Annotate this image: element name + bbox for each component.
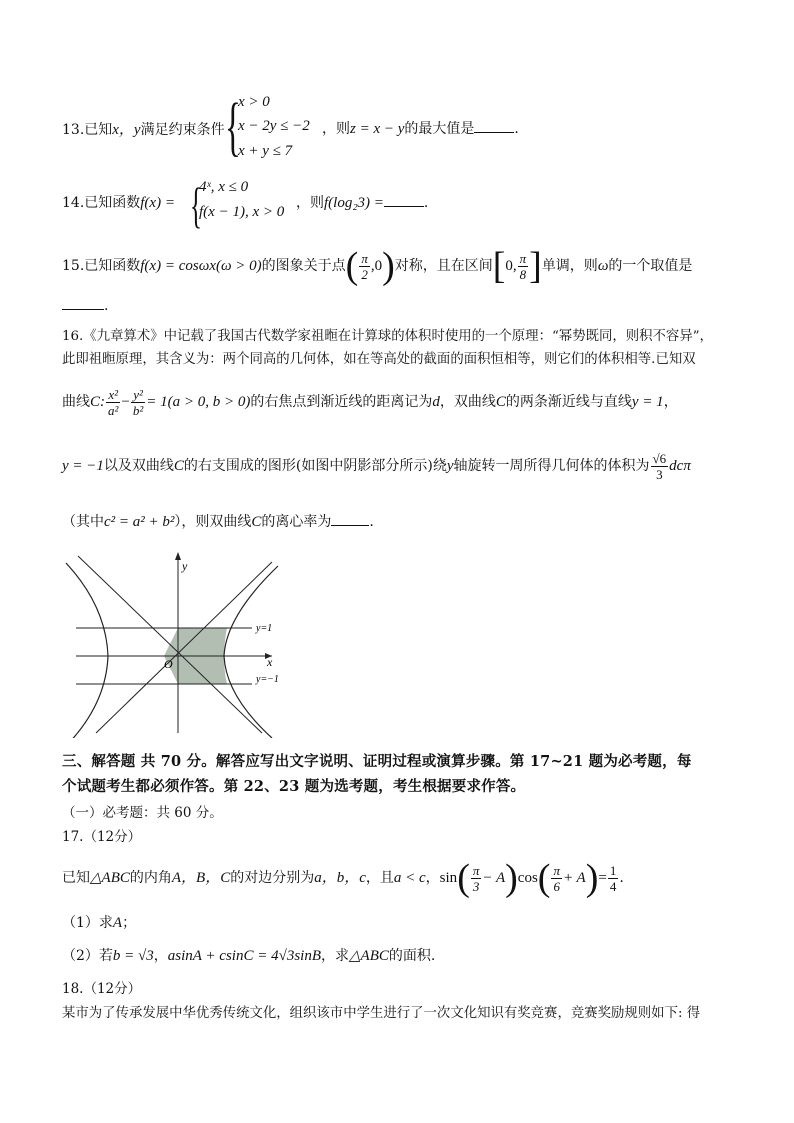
- y-axis-arrow: [175, 552, 181, 560]
- label-y-1: y=1: [256, 623, 273, 634]
- x-axis-label: x: [267, 655, 273, 669]
- q14-tail: ，则f(log₂3) = .: [296, 195, 429, 211]
- q17-part-2: （2）若b = √3，asinA + csinC = 4√3sinB，求△ABC的面积.: [62, 948, 436, 964]
- q17-part-1: （1）求A；: [62, 915, 137, 931]
- q14-brace: {: [190, 177, 202, 233]
- q18-head: 18.（12分）: [62, 981, 142, 997]
- pi-over-2: $\frac{\pi}{2}$: [361, 250, 368, 282]
- q15-line: 15.已知函数f(x) = cosωx(ω > 0)的图象关于点( $\frac{\pi}{2}$ ,0)对称，且在区间[0, $\frac{\pi}{8}$ ]单调，则ω的一个取值是: [62, 245, 693, 287]
- q16-line-4: y = −1以及双曲线C的右支围成的图形(如图中阴影部分所示)绕y轴旋转一周所得几何体的体积为 $\frac{√6}{3}$ dcπ: [62, 450, 691, 482]
- q14-case-2: f(x − 1), x > 0: [199, 204, 285, 220]
- section3-subtitle: （一）必考题：共 60 分。: [62, 805, 223, 821]
- q15-blank-line: .: [62, 298, 108, 314]
- x2-over-a2: $\frac{\text{x²}}{\text{a²}}$: [108, 386, 119, 418]
- q13-constraint-2: x − 2y ≤ −2: [238, 118, 310, 134]
- y2-over-b2: $\frac{\text{y²}}{\text{b²}}$: [132, 386, 144, 418]
- hyperbola-left-branch: [64, 563, 108, 738]
- q16-line-3: 曲线C: $\frac{\text{x²}}{\text{a²}}$ − $\frac{\text{y²}}{\text{b²}}$ = 1(a > 0, b > 0)的右焦点到渐近线的距离记为d，双曲线C的两条渐近线与直线y = 1，: [62, 386, 678, 418]
- q13-brace: {: [225, 90, 241, 163]
- q14-case-1: 4ˣ, x ≤ 0: [199, 179, 249, 195]
- asymptote-2: [96, 562, 272, 733]
- pi-over-6: $\frac{\pi}{6}$: [553, 862, 560, 894]
- q13-tail: ，则z = x − y的最大值是 .: [322, 121, 519, 137]
- q16-line-1: 16.《九章算术》中记载了我国古代数学家祖暅在计算球的体积时使用的一个原理：“幂势既同，则积不容异”，: [62, 329, 713, 344]
- section3-line-1: 三、解答题 共 70 分。解答应写出文字说明、证明过程或演算步骤。第 17~21 题为必考题，每: [62, 753, 692, 770]
- section3-line-2: 个试题考生都必须作答。第 22、23 题为选考题，考生根据要求作答。: [62, 778, 526, 795]
- q17-line-1: 已知△ABC的内角A，B，C的对边分别为a，b，c，且a < c，sin( $\frac{\pi}{3}$ − A)cos( $\frac{\pi}{6}$ + A)= $\frac{1}{4}$ .: [62, 857, 624, 899]
- q13-constraint-1: x > 0: [238, 94, 270, 110]
- q13-constraint-3: x + y ≤ 7: [238, 143, 293, 159]
- origin-label: O: [164, 657, 173, 671]
- asymptote-1: [78, 556, 262, 733]
- answer-blank[interactable]: [384, 196, 424, 207]
- q16-line-2: 此即祖暅原理，其含义为：两个同高的几何体，如在等高处的截面的面积恒相等，则它们的体积相等.已知双: [62, 352, 696, 367]
- answer-blank[interactable]: [331, 515, 369, 526]
- q17-head: 17.（12分）: [62, 829, 142, 845]
- q18-line-1: 某市为了传承发展中华优秀传统文化，组织该市中学生进行了一次文化知识有奖竞赛，竞赛奖励规则如下: 得: [62, 1006, 701, 1021]
- q13-line: 13.已知x，y满足约束条件: [62, 122, 225, 138]
- pi-over-3: $\frac{\pi}{3}$: [472, 862, 480, 894]
- one-over-4: $\frac{1}{4}$: [609, 862, 617, 894]
- sqrt6-over-3: $\frac{√6}{3}$: [652, 450, 667, 482]
- pi-over-8: $\frac{\pi}{8}$: [519, 250, 527, 282]
- q16-line-5: （其中c² = a² + b²），则双曲线C的离心率为 .: [62, 514, 374, 530]
- label-y-minus-1: y=−1: [256, 674, 279, 685]
- y-axis-label: y: [182, 559, 188, 573]
- hyperbola-figure: [62, 548, 302, 738]
- answer-blank[interactable]: [474, 122, 514, 133]
- hyperbola-right-branch: [224, 566, 278, 738]
- answer-blank[interactable]: [62, 299, 104, 310]
- q14-line: 14.已知函数f(x) =: [62, 195, 175, 211]
